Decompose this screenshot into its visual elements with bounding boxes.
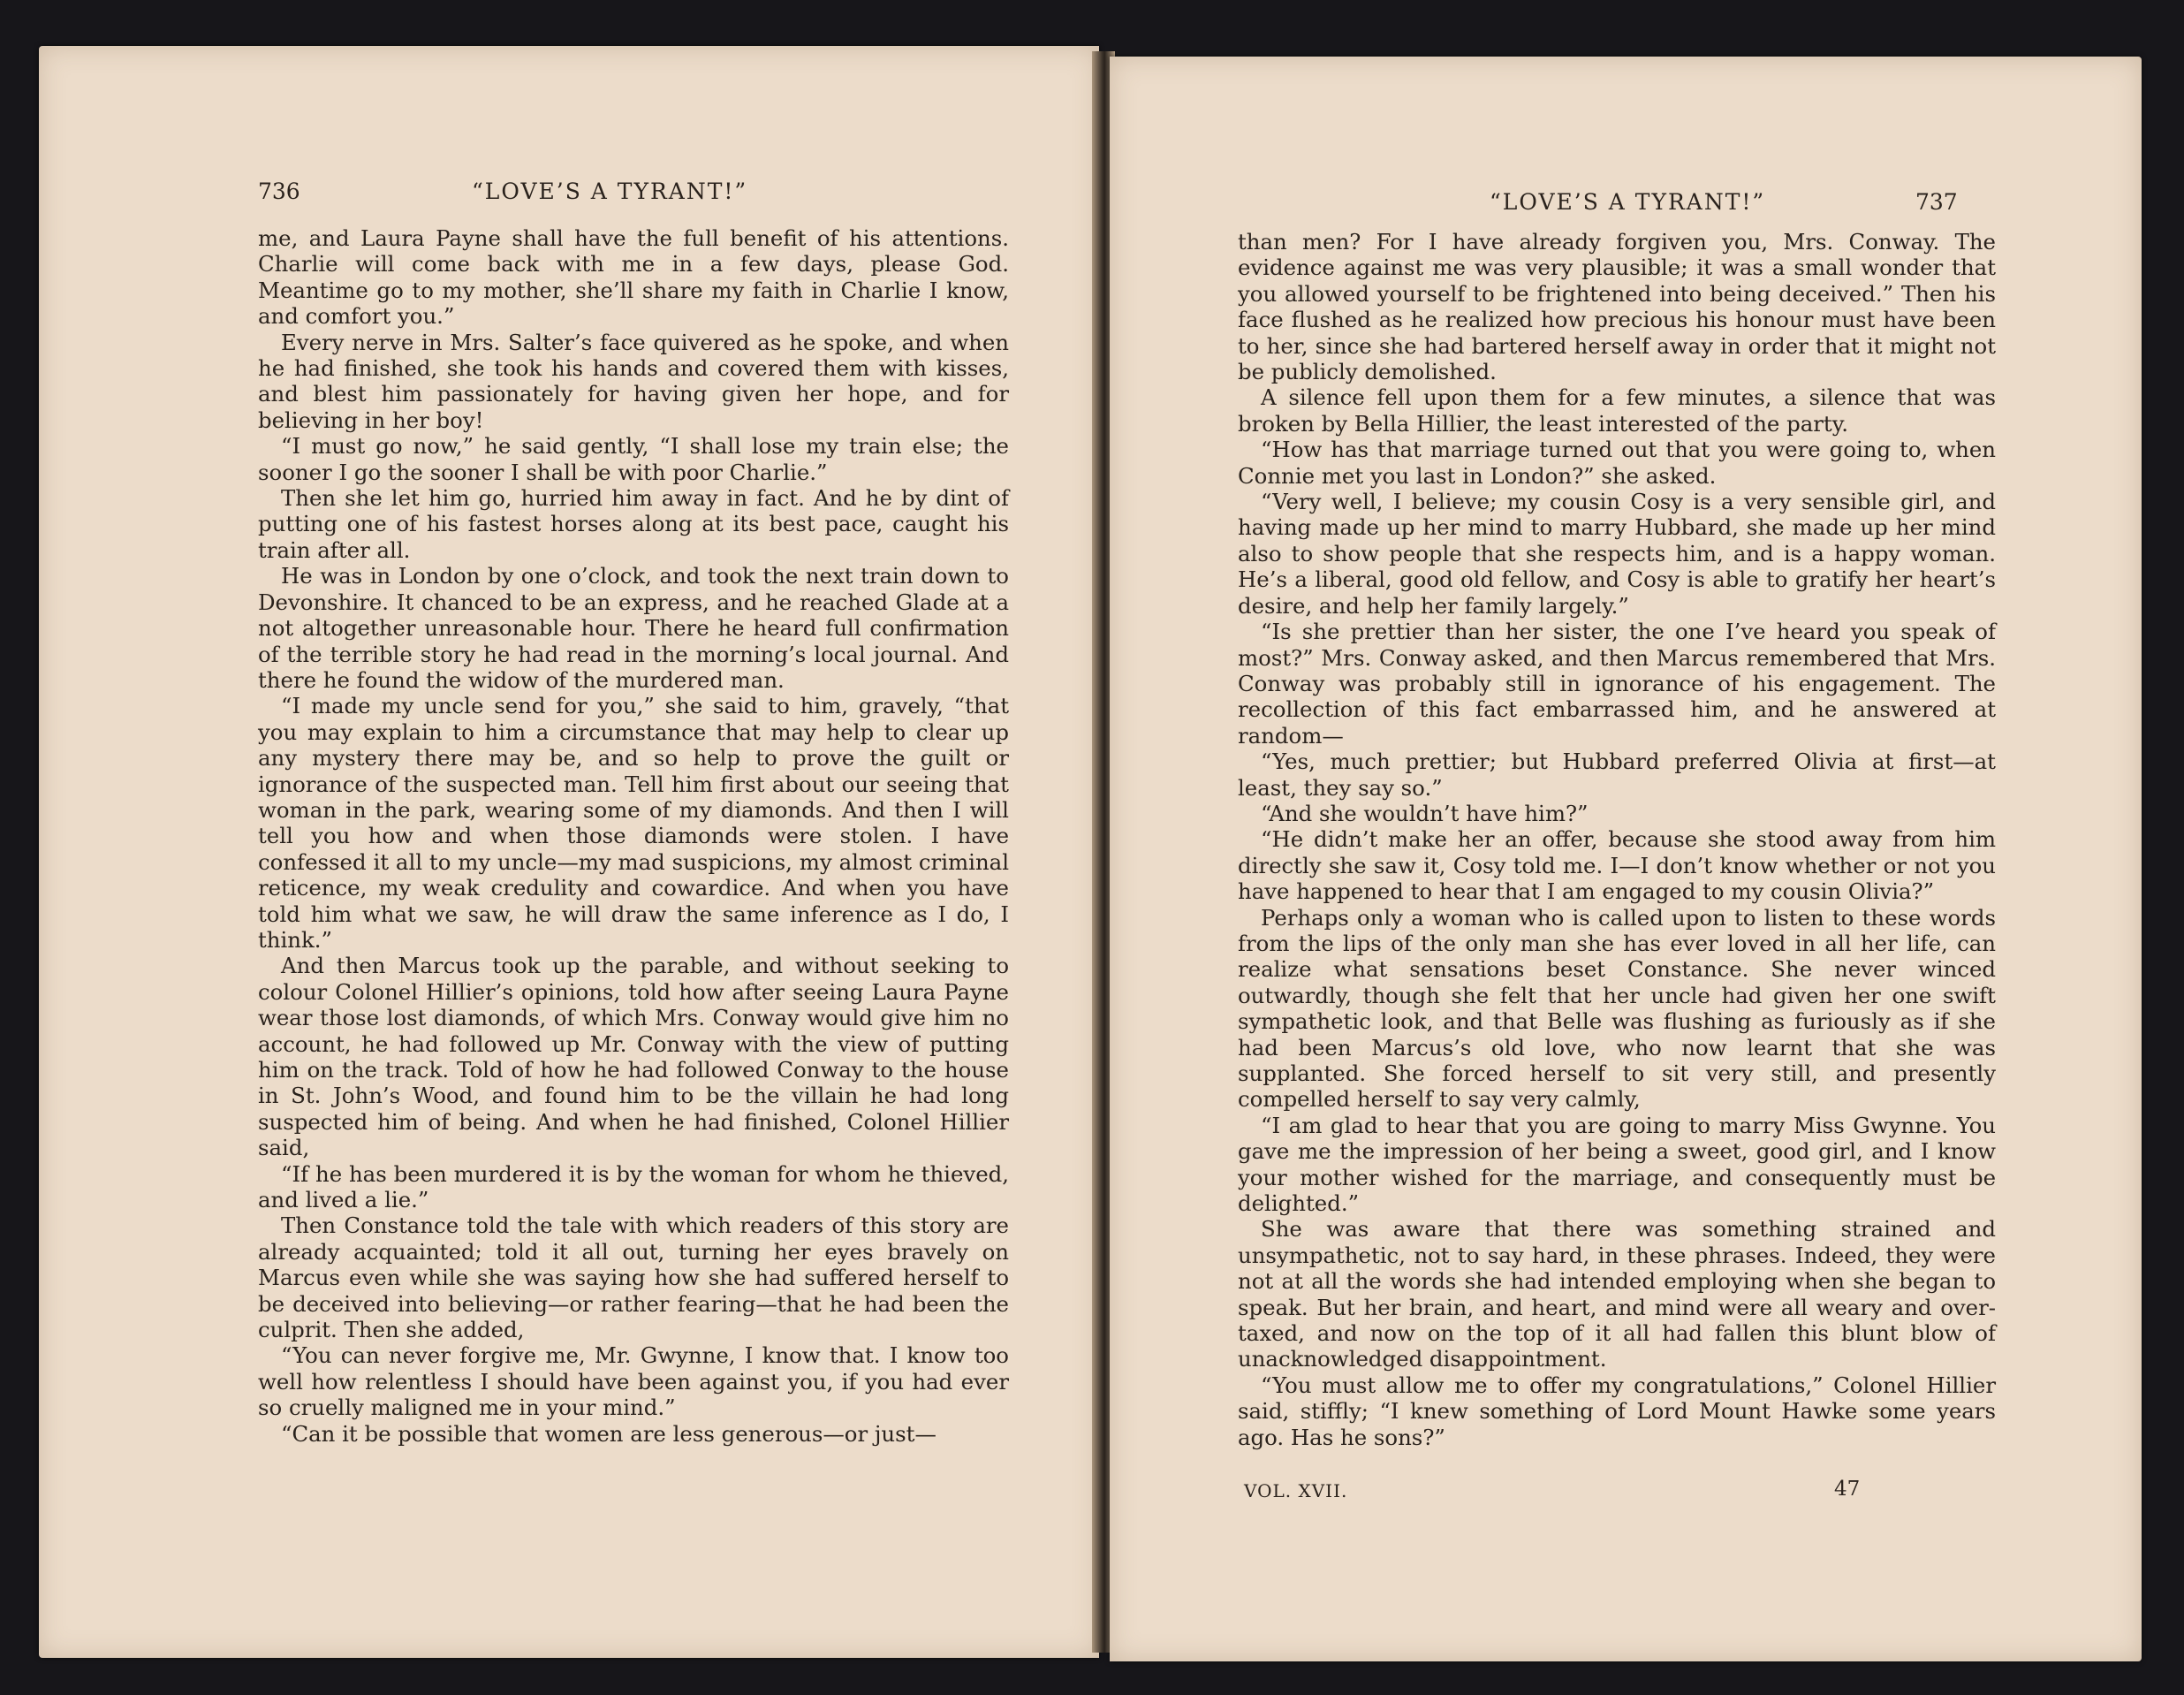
paragraph: A silence fell upon them for a few minutes, a silence that was broken by Bella Hillier, the least interested of the party. bbox=[1238, 384, 1996, 437]
page-number: 737 bbox=[1915, 189, 1958, 215]
paragraph: “If he has been murdered it is by the woman for whom he thieved, and lived a lie.” bbox=[258, 1160, 1009, 1213]
paragraph: “Is she prettier than her sister, the one I’ve heard you speak of most?” Mrs. Conway asked, and then Marcus remembered that Mrs. Conway was probably still in ignorance of his engagement. The recollection of this fact embarrassed him, and he answered at random— bbox=[1238, 619, 1996, 749]
paragraph: Every nerve in Mrs. Salter’s face quivered as he spoke, and when he had finished, she took his hands and covered them with kisses, and blest him passionately for having given her hope, and for believing in her boy! bbox=[258, 329, 1009, 433]
body-text bbox=[258, 225, 1009, 1447]
paragraph: “You must allow me to offer my congratulations,” Colonel Hillier said, stiffly; “I knew something of Lord Mount Hawke some years ago. Has he sons?” bbox=[1238, 1372, 1996, 1450]
paragraph: Then Constance told the tale with which readers of this story are already acquainted; told it all out, turning her eyes bravely on Marcus even while she was saying how she had suffered herself to be deceived into believing—or rather fearing—that he had been the culprit. Then she added, bbox=[258, 1212, 1009, 1343]
signature-mark: 47 bbox=[1834, 1478, 1861, 1501]
paragraph: He was in London by one o’clock, and took the next train down to Devonshire. It chanced to be an express, and he reached Glade at a not altogether unreasonable hour. There he heard full confirmation of the terrible story he had read in the morning’s local journal. And there he found the widow of the murdered man. bbox=[258, 563, 1009, 693]
paragraph: “I made my uncle send for you,” she said to him, gravely, “that you may explain to him a circumstance that may help to clear up any mystery there may be, and so help to prove the guilt or ignorance of the suspected man. Tell him first about our seeing that woman in the park, wearing some of my diamonds. And then I will tell you how and when those diamonds were stolen. I have confessed it all to my uncle—my mad suspicions, my almost criminal reticence, my weak credulity and cowardice. And when you have told him what we saw, he will draw the same inference as I do, I think.” bbox=[258, 693, 1009, 953]
paragraph: me, and Laura Payne shall have the full benefit of his attentions. Charlie will come back with me in a few days, please God. Meantime go to my mother, she’ll share my faith in Charlie I know, and comfort you.” bbox=[258, 225, 1009, 330]
paragraph: Then she let him go, hurried him away in fact. And he by dint of putting one of his fastest horses along at its best pace, caught his train after all. bbox=[258, 485, 1009, 563]
paragraph: “Can it be possible that women are less generous—or just— bbox=[281, 1420, 937, 1447]
paragraph: “Very well, I believe; my cousin Cosy is a very sensible girl, and having made up her mind to marry Hubbard, she made up her mind also to show people that she respects him, and is a happy woman. He’s a liberal, good old fellow, and Cosy is able to gratify her heart’s desire, and help her family largely.” bbox=[1238, 489, 1996, 619]
running-head: “LOVE’S A TYRANT!” bbox=[1490, 189, 1766, 215]
running-head: “LOVE’S A TYRANT!” bbox=[472, 179, 748, 204]
page-number: 736 bbox=[258, 179, 300, 204]
paragraph: “You can never forgive me, Mr. Gwynne, I know that. I know too well how relentless I should have been against you, if you had ever so cruelly maligned me in your mind.” bbox=[258, 1342, 1009, 1421]
paragraph: than men? For I have already forgiven you, Mrs. Conway. The evidence against me was very plausible; it was a small wonder that you allowed yourself to be frightened into being deceived.” Then his face flushed as he realized how precious his honour must have been to her, since she had bartered herself away in order that it might not be publicly demolished. bbox=[1238, 229, 1996, 385]
paragraph: “He didn’t make her an offer, because she stood away from him directly she saw it, Cosy told me. I—I don’t know whether or not you have happened to hear that I am engaged to my cousin Olivia?” bbox=[1238, 826, 1996, 905]
volume-footer: VOL. XVII. bbox=[1244, 1480, 1348, 1501]
paragraph: “Yes, much prettier; but Hubbard preferred Olivia at first—at least, they say so.” bbox=[1238, 749, 1996, 801]
paragraph: “How has that marriage turned out that you were going to, when Connie met you last in London?” she asked. bbox=[1238, 437, 1996, 489]
paragraph: She was aware that there was something strained and unsympathetic, not to say hard, in these phrases. Indeed, they were not at all the words she had intended employing when she began to speak. But her brain, and heart, and mind were all weary and over-taxed, and now on the top of it all had fallen this blunt blow of unacknowledged disappointment. bbox=[1238, 1216, 1996, 1372]
paragraph: Perhaps only a woman who is called upon to listen to these words from the lips of the only man she has ever loved in all her life, can realize what sensations beset Constance. She never winced outwardly, though she felt that her uncle had given her one swift sympathetic look, and that Belle was flushing as furiously as if she had been Marcus’s old love, who now learnt that she was supplanted. She forced herself to sit very still, and presently compelled herself to say very calmly, bbox=[1238, 904, 1996, 1113]
left-page bbox=[39, 46, 1099, 1658]
right-page bbox=[1110, 57, 2142, 1661]
paragraph: “I am glad to hear that you are going to marry Miss Gwynne. You gave me the impression of her being a sweet, good girl, and I know your mother wished for the marriage, and consequently must be delighted.” bbox=[1238, 1112, 1996, 1217]
paragraph: “And she wouldn’t have him?” bbox=[1261, 800, 1589, 826]
paragraph: “I must go now,” he said gently, “I shall lose my train else; the sooner I go the sooner I shall be with poor Charlie.” bbox=[258, 433, 1009, 485]
paragraph: And then Marcus took up the parable, and without seeking to colour Colonel Hillier’s opinions, told how after seeing Laura Payne wear those lost diamonds, of which Mrs. Conway would give him no account, he had followed up Mr. Conway with the view of putting him on the track. Told of how he had followed Conway to the house in St. John’s Wood, and found him to be the villain he had long suspected him of being. And when he had finished, Colonel Hillier said, bbox=[258, 953, 1009, 1161]
body-text bbox=[1238, 229, 1996, 1450]
